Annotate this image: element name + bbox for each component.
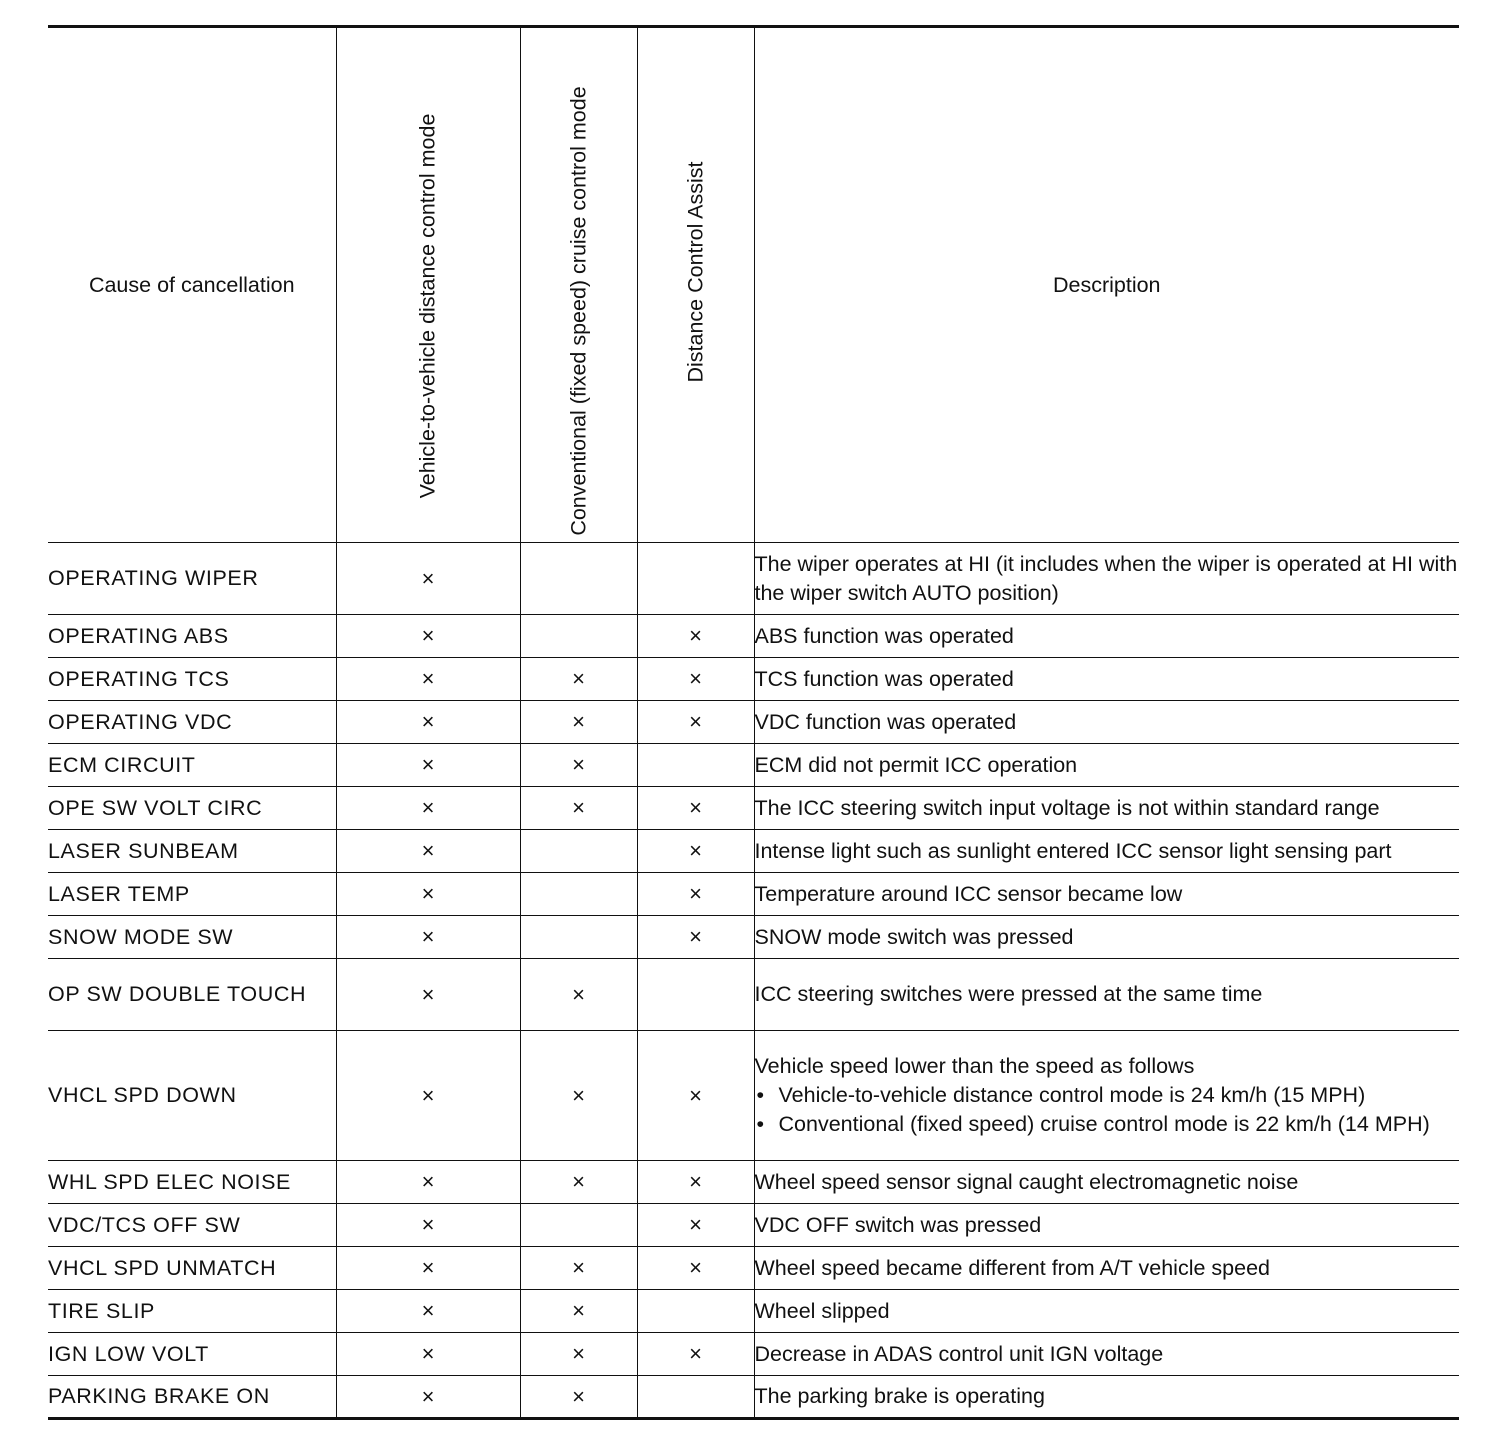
description-text: Vehicle speed lower than the speed as follows (754, 1054, 1195, 1078)
description-text: VDC OFF switch was pressed (754, 1212, 1042, 1237)
description-text: TCS function was operated (754, 666, 1014, 691)
mark-conventional-cell (520, 1333, 637, 1376)
cross-mark-icon: × (421, 881, 435, 906)
cross-mark-icon: × (572, 981, 585, 1007)
table-row (48, 615, 1459, 658)
description-text: The parking brake is operating (754, 1384, 1045, 1408)
table-row (48, 744, 1459, 787)
mark-dca-cell (637, 830, 754, 873)
cross-mark-icon: × (421, 565, 435, 591)
cross-mark-icon: × (689, 1082, 702, 1108)
description-cell (754, 1204, 1459, 1247)
header-cause: Cause of cancellation (48, 27, 336, 543)
cross-mark-icon: × (689, 1212, 702, 1237)
table-row (48, 959, 1459, 1031)
mark-dca-cell (637, 873, 754, 916)
description-cell (754, 1376, 1459, 1419)
description-cell (754, 744, 1459, 787)
cross-mark-icon: × (421, 666, 435, 691)
header-mode-vehicle-distance (336, 27, 520, 543)
cause-cell: PARKING BRAKE ON (48, 1376, 336, 1419)
cross-mark-icon: × (572, 709, 585, 734)
cross-mark-icon: × (421, 1341, 435, 1366)
table-row (48, 873, 1459, 916)
cause-cell: ECM CIRCUIT (48, 744, 336, 787)
mark-dca-cell (637, 916, 754, 959)
mark-dca-cell (637, 959, 754, 1031)
header-mode-conventional (520, 27, 637, 543)
mark-vehicle-distance-cell (336, 1247, 520, 1290)
cross-mark-icon: × (689, 1169, 702, 1194)
mark-conventional-cell (520, 1204, 637, 1247)
mark-conventional-cell (520, 615, 637, 658)
table-row (48, 916, 1459, 959)
mark-dca-cell (637, 744, 754, 787)
mark-dca-cell (637, 1031, 754, 1161)
cross-mark-icon: × (421, 1298, 435, 1323)
mark-vehicle-distance-cell (336, 701, 520, 744)
cross-mark-icon: × (421, 752, 435, 777)
description-cell (754, 1161, 1459, 1204)
header-mode-conventional-label: Conventional (fixed speed) cruise control mode (566, 86, 590, 536)
description-text: ICC steering switches were pressed at the same time (754, 982, 1263, 1006)
cross-mark-icon: × (689, 795, 702, 820)
header-row (48, 27, 1459, 543)
cause-cell: VHCL SPD DOWN (48, 1031, 336, 1161)
mark-conventional-cell (520, 744, 637, 787)
cancellation-cause-table (48, 25, 1459, 1420)
description-text: Temperature around ICC sensor became low (754, 881, 1183, 906)
mark-dca-cell (637, 1247, 754, 1290)
mark-conventional-cell (520, 658, 637, 701)
cross-mark-icon: × (689, 881, 702, 906)
description-text: ECM did not permit ICC operation (754, 752, 1078, 777)
mark-conventional-cell (520, 1290, 637, 1333)
cross-mark-icon: × (572, 795, 585, 820)
cause-cell: LASER SUNBEAM (48, 830, 336, 873)
mark-conventional-cell (520, 1161, 637, 1204)
description-cell (754, 1247, 1459, 1290)
description-cell (754, 1031, 1459, 1161)
description-cell (754, 615, 1459, 658)
cause-cell: VHCL SPD UNMATCH (48, 1247, 336, 1290)
description-cell (754, 787, 1459, 830)
mark-conventional-cell (520, 787, 637, 830)
table-row (48, 1333, 1459, 1376)
cross-mark-icon: × (572, 1341, 585, 1366)
cross-mark-icon: × (421, 924, 435, 949)
cause-cell: WHL SPD ELEC NOISE (48, 1161, 336, 1204)
cause-cell: VDC/TCS OFF SW (48, 1204, 336, 1247)
description-text: Intense light such as sunlight entered ICC sensor light sensing part (754, 838, 1392, 863)
mark-dca-cell (637, 1333, 754, 1376)
cause-cell: IGN LOW VOLT (48, 1333, 336, 1376)
description-text: Decrease in ADAS control unit IGN voltage (754, 1341, 1164, 1366)
table-body (48, 543, 1459, 1419)
mark-vehicle-distance-cell (336, 1204, 520, 1247)
cause-cell: OPERATING VDC (48, 701, 336, 744)
description-cell (754, 543, 1459, 615)
cross-mark-icon: × (572, 666, 585, 691)
mark-conventional-cell (520, 1031, 637, 1161)
description-text: Wheel speed became different from A/T vehicle speed (754, 1255, 1270, 1280)
mark-dca-cell (637, 1290, 754, 1333)
description-cell (754, 830, 1459, 873)
mark-conventional-cell (520, 701, 637, 744)
mark-conventional-cell (520, 543, 637, 615)
mark-vehicle-distance-cell (336, 744, 520, 787)
cross-mark-icon: × (572, 1255, 585, 1280)
table-row (48, 1161, 1459, 1204)
cross-mark-icon: × (572, 1383, 585, 1409)
mark-vehicle-distance-cell (336, 615, 520, 658)
description-cell (754, 1290, 1459, 1333)
mark-vehicle-distance-cell (336, 1376, 520, 1419)
cause-cell: OP SW DOUBLE TOUCH (48, 959, 336, 1031)
cross-mark-icon: × (421, 795, 435, 820)
description-cell (754, 1333, 1459, 1376)
cross-mark-icon: × (421, 1169, 435, 1194)
table-row (48, 701, 1459, 744)
table-row (48, 1031, 1459, 1161)
cause-cell: TIRE SLIP (48, 1290, 336, 1333)
mark-vehicle-distance-cell (336, 543, 520, 615)
description-cell (754, 959, 1459, 1031)
mark-conventional-cell (520, 873, 637, 916)
cross-mark-icon: × (421, 981, 435, 1007)
cross-mark-icon: × (421, 1212, 435, 1237)
cross-mark-icon: × (572, 1082, 585, 1108)
cause-cell: LASER TEMP (48, 873, 336, 916)
table-row (48, 1290, 1459, 1333)
mark-vehicle-distance-cell (336, 916, 520, 959)
mark-vehicle-distance-cell (336, 1290, 520, 1333)
mark-vehicle-distance-cell (336, 1161, 520, 1204)
mark-conventional-cell (520, 830, 637, 873)
cross-mark-icon: × (689, 709, 702, 734)
description-text: SNOW mode switch was pressed (754, 924, 1074, 949)
table-row (48, 1204, 1459, 1247)
cause-cell: OPERATING ABS (48, 615, 336, 658)
description-text: The wiper operates at HI (it includes when the wiper is operated at HI with the wiper switch AUTO position) (754, 551, 1458, 605)
mark-dca-cell (637, 787, 754, 830)
cross-mark-icon: × (689, 924, 702, 949)
description-text: Wheel slipped (754, 1298, 890, 1323)
cross-mark-icon: × (421, 709, 435, 734)
cross-mark-icon: × (689, 1255, 702, 1280)
mark-vehicle-distance-cell (336, 658, 520, 701)
description-bullet-item: • Conventional (fixed speed) cruise control mode is 22 km/h (14 MPH) (755, 1110, 1460, 1139)
description-text: Wheel speed sensor signal caught electromagnetic noise (754, 1169, 1299, 1194)
description-cell (754, 701, 1459, 744)
cross-mark-icon: × (689, 623, 702, 648)
cross-mark-icon: × (689, 666, 702, 691)
mark-dca-cell (637, 658, 754, 701)
cross-mark-icon: × (421, 1082, 435, 1108)
description-bullet-item: • Vehicle-to-vehicle distance control mode is 24 km/h (15 MPH) (755, 1081, 1460, 1110)
mark-dca-cell (637, 1161, 754, 1204)
mark-vehicle-distance-cell (336, 873, 520, 916)
cross-mark-icon: × (689, 838, 702, 863)
mark-dca-cell (637, 1376, 754, 1419)
cause-cell: OPERATING TCS (48, 658, 336, 701)
table-row (48, 543, 1459, 615)
header-description: Description (754, 27, 1459, 543)
mark-conventional-cell (520, 959, 637, 1031)
description-text: The ICC steering switch input voltage is not within standard range (754, 795, 1380, 820)
cross-mark-icon: × (421, 1383, 435, 1409)
mark-conventional-cell (520, 916, 637, 959)
mark-vehicle-distance-cell (336, 830, 520, 873)
mark-vehicle-distance-cell (336, 1031, 520, 1161)
description-cell (754, 916, 1459, 959)
table-row (48, 830, 1459, 873)
description-text: VDC function was operated (754, 709, 1017, 734)
cross-mark-icon: × (421, 623, 435, 648)
mark-vehicle-distance-cell (336, 787, 520, 830)
cause-cell: SNOW MODE SW (48, 916, 336, 959)
cross-mark-icon: × (572, 1169, 585, 1194)
header-mode-dca-label: Distance Control Assist (683, 161, 707, 383)
mark-dca-cell (637, 1204, 754, 1247)
cross-mark-icon: × (572, 1298, 585, 1323)
mark-vehicle-distance-cell (336, 959, 520, 1031)
header-mode-dca (637, 27, 754, 543)
mark-dca-cell (637, 543, 754, 615)
header-mode-vehicle-distance-label: Vehicle-to-vehicle distance control mode (415, 113, 440, 498)
cause-cell: OPERATING WIPER (48, 543, 336, 615)
description-text: ABS function was operated (754, 623, 1014, 648)
mark-dca-cell (637, 615, 754, 658)
table-row (48, 658, 1459, 701)
cross-mark-icon: × (572, 752, 585, 777)
table-row (48, 787, 1459, 830)
table-row (48, 1247, 1459, 1290)
cross-mark-icon: × (421, 1255, 435, 1280)
table-header (48, 27, 1459, 543)
mark-vehicle-distance-cell (336, 1333, 520, 1376)
table-row (48, 1376, 1459, 1419)
cross-mark-icon: × (689, 1341, 702, 1366)
description-cell (754, 873, 1459, 916)
mark-conventional-cell (520, 1376, 637, 1419)
description-bullet-list (755, 1081, 1460, 1139)
mark-conventional-cell (520, 1247, 637, 1290)
mark-dca-cell (637, 701, 754, 744)
cause-cell: OPE SW VOLT CIRC (48, 787, 336, 830)
description-cell (754, 658, 1459, 701)
cross-mark-icon: × (421, 838, 435, 863)
